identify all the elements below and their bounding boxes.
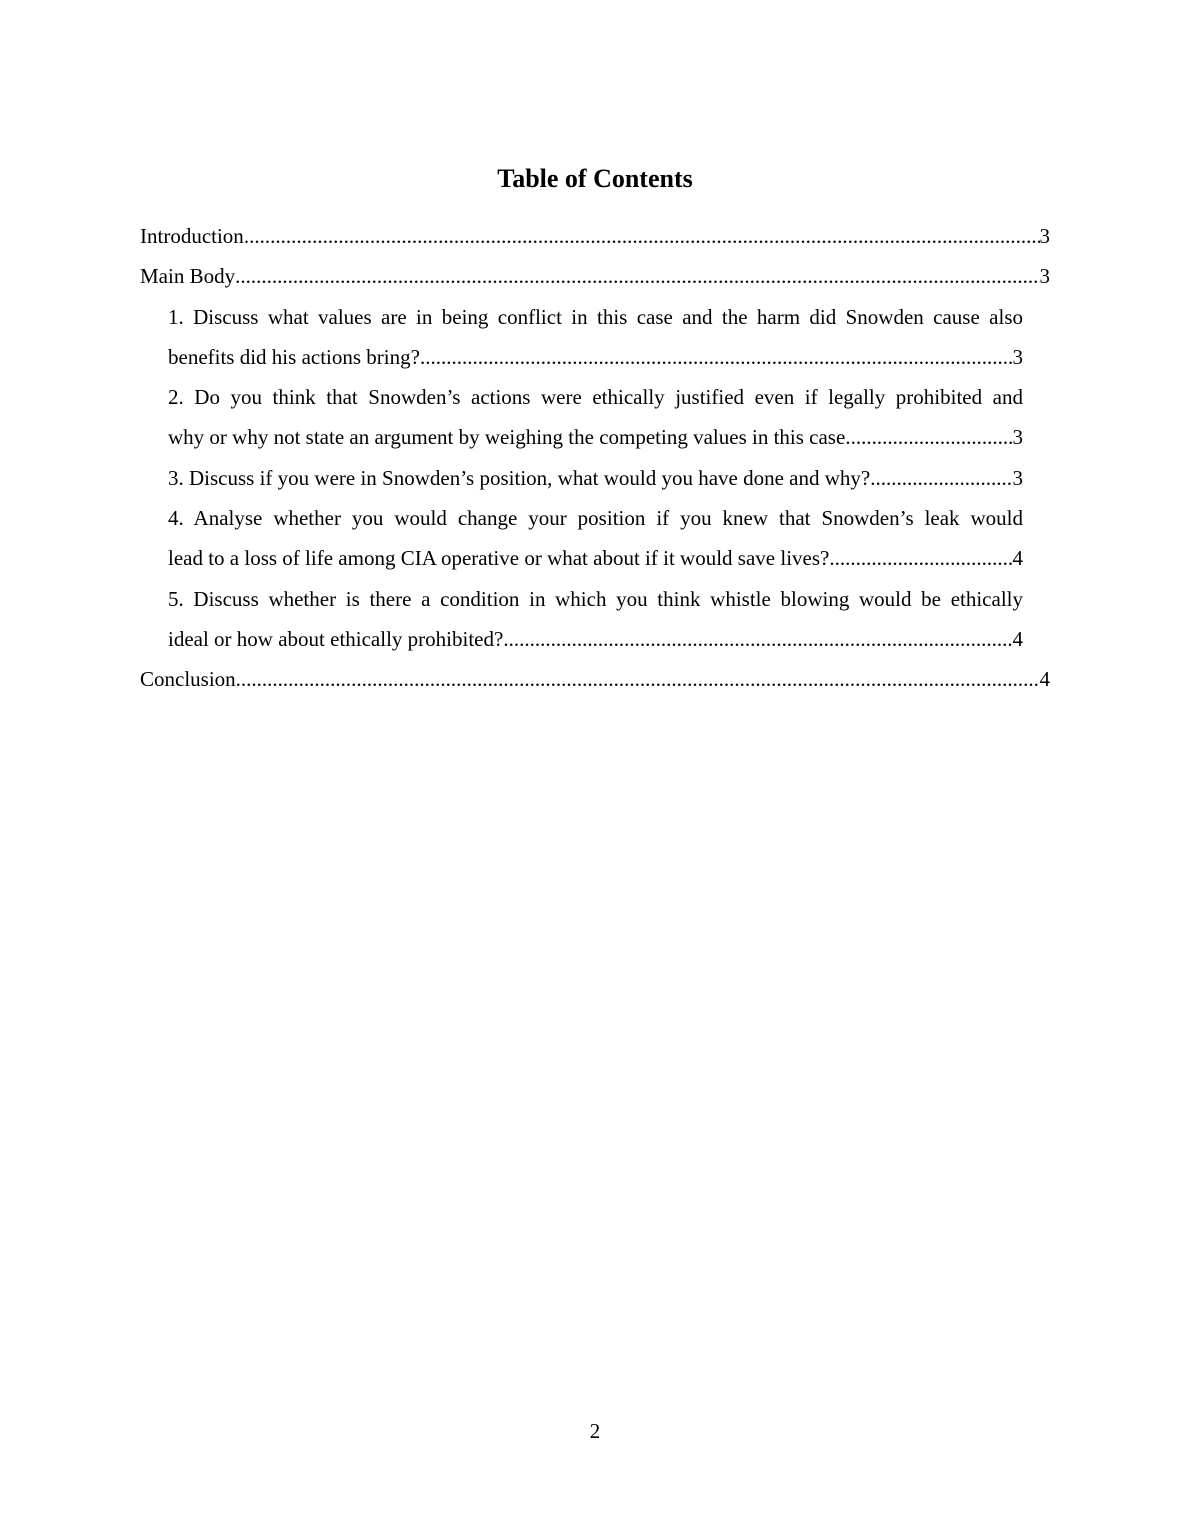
dot-leader	[870, 458, 1012, 498]
toc-entry-conclusion[interactable]	[140, 659, 1050, 699]
toc-entry-page: 3	[1012, 344, 1023, 369]
table-of-contents	[140, 216, 1050, 700]
toc-entry-page: 3	[1012, 465, 1023, 490]
page-number: 2	[589, 1419, 601, 1443]
toc-entry-main-body[interactable]	[140, 256, 1050, 296]
toc-entry-page: 4	[1039, 667, 1050, 692]
toc-entry-introduction[interactable]	[140, 216, 1050, 256]
toc-entry-text-line: ideal or how about ethically prohibited?	[168, 626, 504, 651]
dot-leader	[235, 256, 1039, 296]
toc-title: Table of Contents	[497, 164, 693, 193]
toc-entry-label: Main Body	[140, 264, 236, 289]
toc-entry-text-line: benefits did his actions bring?	[168, 344, 420, 369]
dot-leader	[845, 417, 1012, 457]
toc-entry-page: 4	[1012, 546, 1023, 571]
toc-entry-page: 4	[1012, 626, 1023, 651]
toc-entry-text-line: 1. Discuss what values are in being conflict in this case and the harm did Snowden cause also	[168, 304, 1023, 329]
toc-entry-text-line: lead to a loss of life among CIA operative or what about if it would save lives?	[168, 546, 830, 571]
toc-entry-text-line: 2. Do you think that Snowden’s actions were ethically justified even if legally prohibited and	[168, 385, 1023, 410]
dot-leader	[236, 659, 1040, 699]
toc-entry-text-line: 5. Discuss whether is there a condition in which you think whistle blowing would be ethically	[168, 586, 1023, 611]
dot-leader	[420, 337, 1013, 377]
dot-leader	[829, 538, 1012, 578]
toc-entry-label: Introduction	[140, 224, 244, 248]
toc-entry-question-5[interactable]	[140, 579, 1050, 660]
dot-leader	[503, 619, 1012, 659]
toc-entry-page: 3	[1039, 224, 1050, 248]
toc-entry-label: Conclusion	[140, 667, 236, 692]
toc-entry-text-line: 4. Analyse whether you would change your position if you knew that Snowden’s leak would	[168, 506, 1023, 531]
toc-entry-text-line: why or why not state an argument by weighing the competing values in this case	[168, 425, 846, 450]
toc-entry-question-1[interactable]	[140, 297, 1050, 378]
toc-entry-page: 3	[1012, 425, 1023, 450]
toc-entry-question-3[interactable]	[140, 458, 1050, 498]
toc-entry-page: 3	[1039, 264, 1050, 289]
toc-entry-question-4[interactable]	[140, 498, 1050, 579]
toc-entry-question-2[interactable]	[140, 377, 1050, 458]
dot-leader	[244, 216, 1040, 256]
toc-entry-text-line: 3. Discuss if you were in Snowden’s position, what would you have done and why?	[168, 465, 871, 490]
